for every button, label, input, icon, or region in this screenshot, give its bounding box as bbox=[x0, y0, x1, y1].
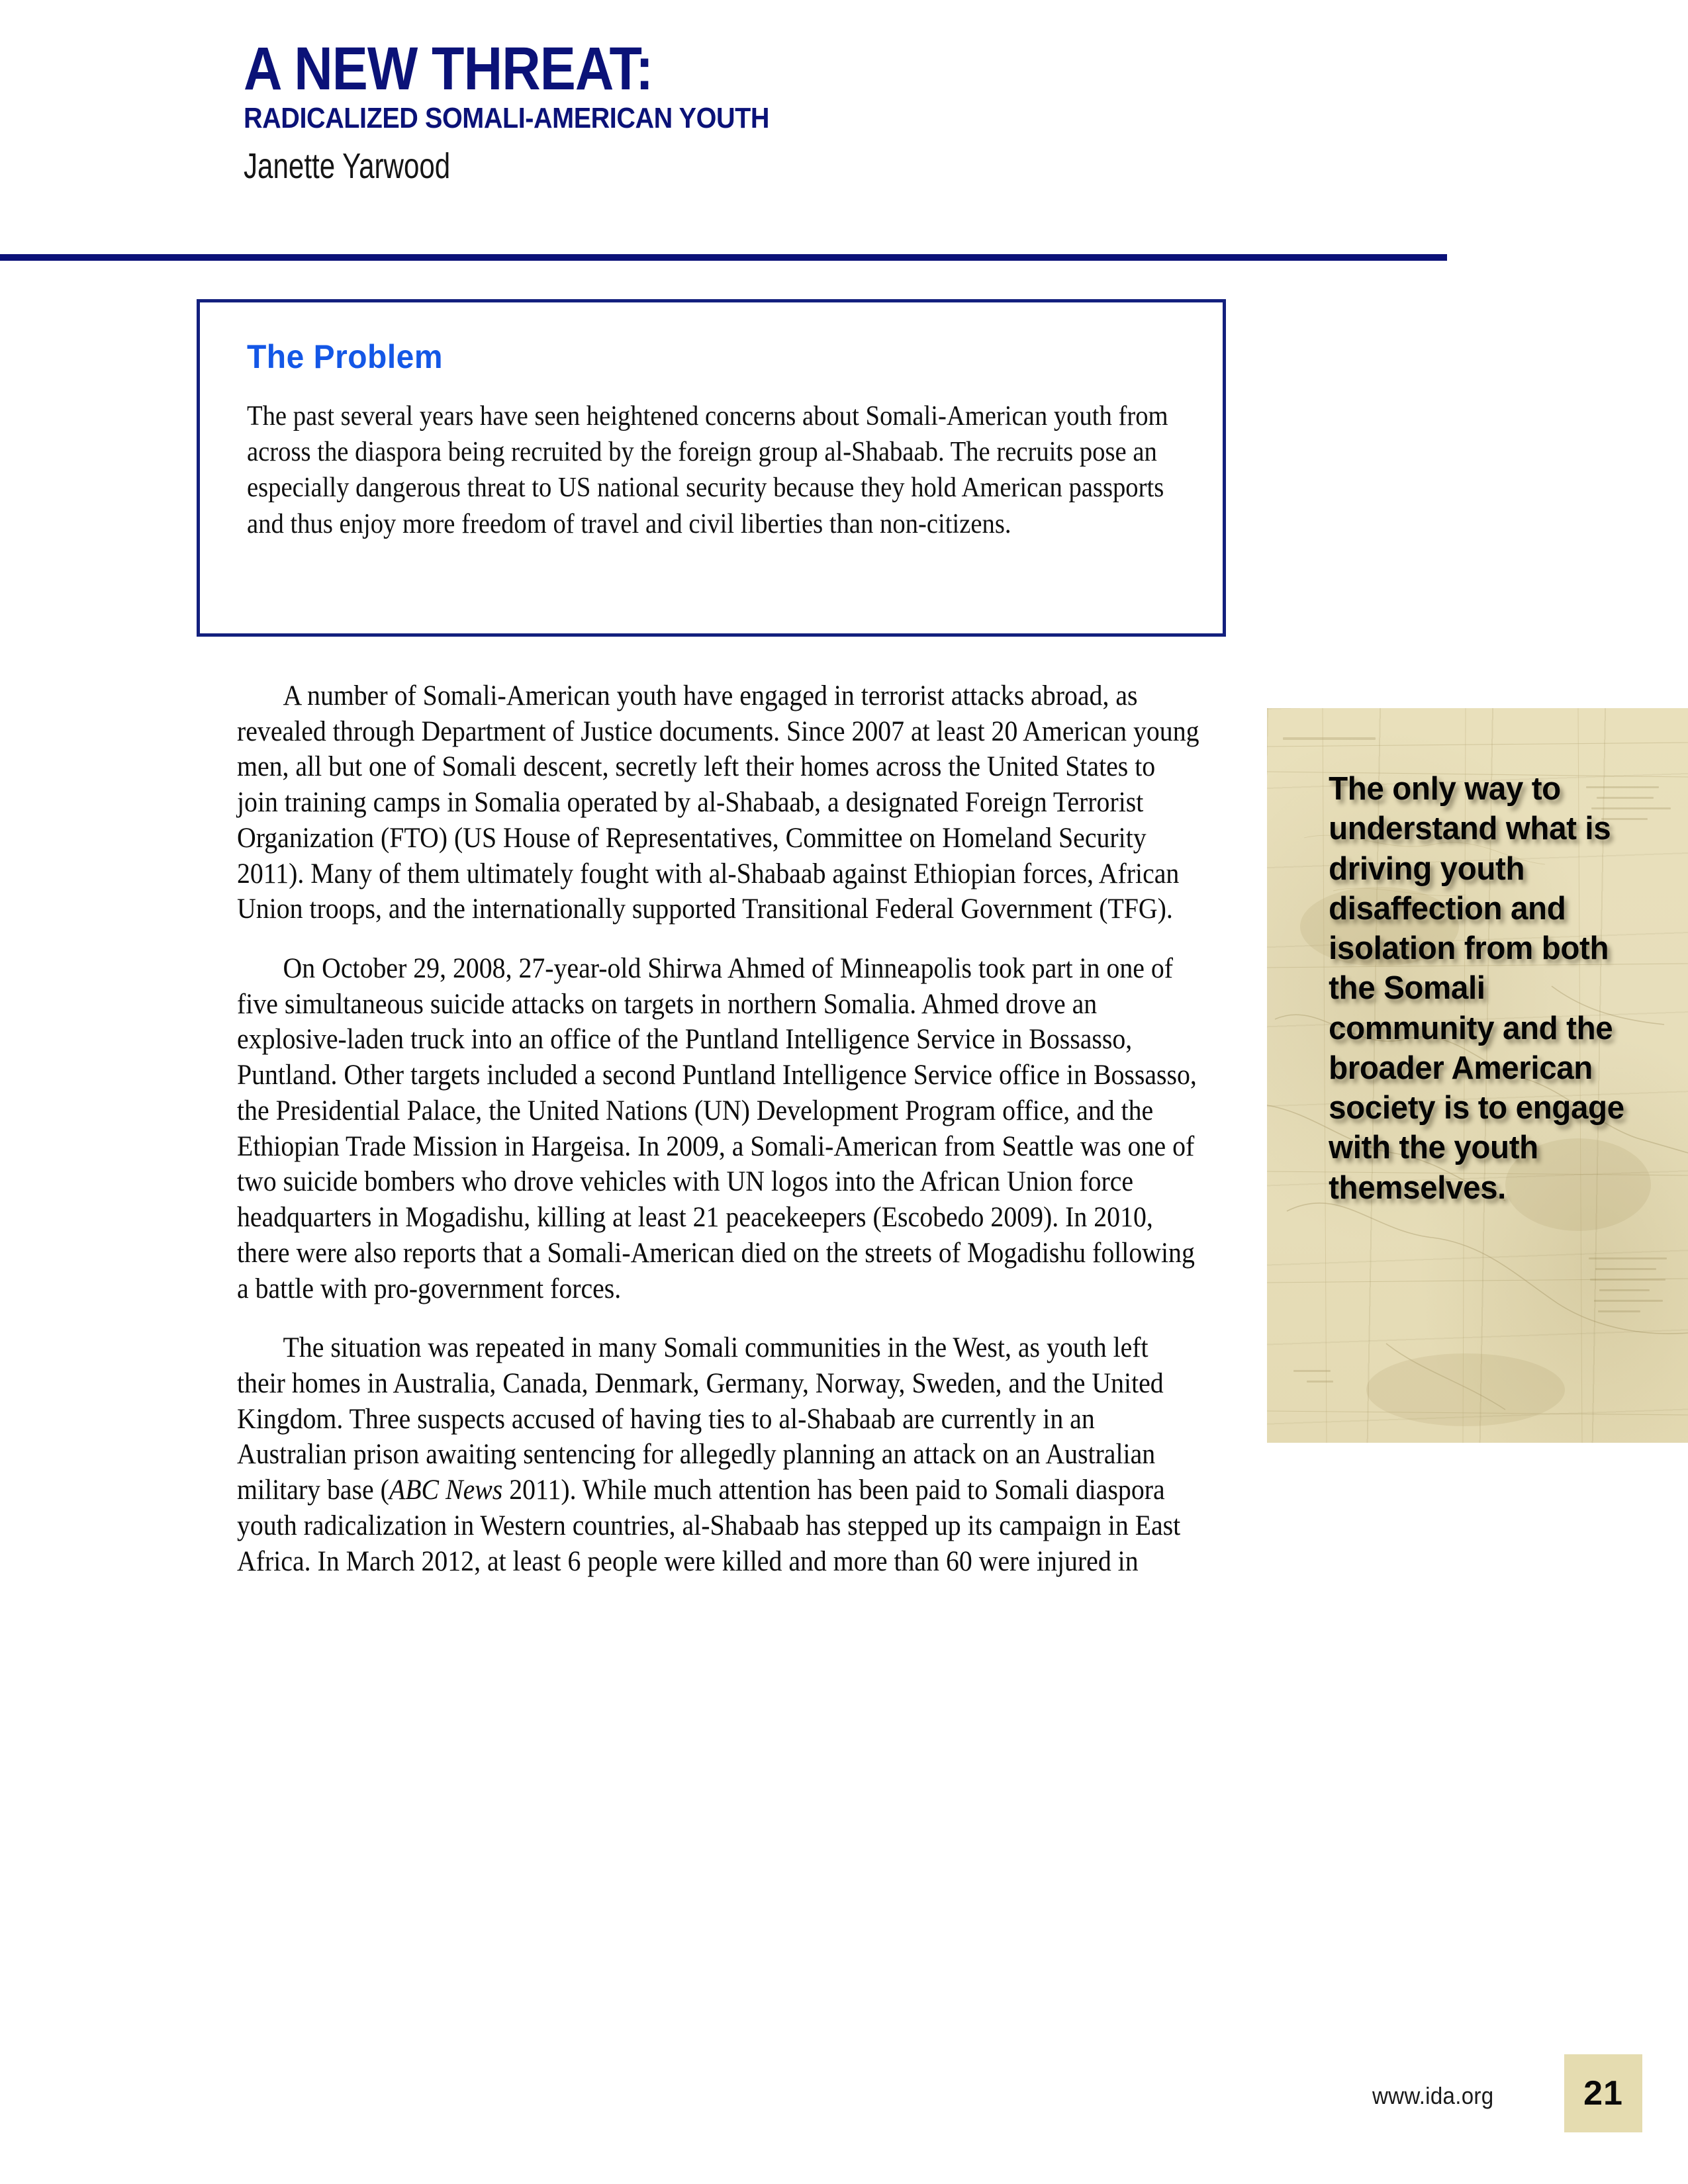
author-byline: Janette Yarwood bbox=[244, 146, 451, 186]
pull-quote-text: The only way to understand what is driving youth disaffection and isolation from both the Somali community and the broader American society is to engage with the youth themselves. bbox=[1329, 771, 1624, 1206]
body-paragraph-2: On October 29, 2008, 27-year-old Shirwa Ahmed of Minneapolis took part in one of five simultaneous suicide attacks on targets in northern Somalia. Ahmed drove an explosive-laden truck into an office of the Puntland Intelligence Service in Bossasso, Puntland. Other targets included a second Puntland Intelligence Service office in Bossasso, the Presidential Palace, the United Nations (UN) Development Program office, and the Ethiopian Trade Mission in Hargeisa. In 2009, a Somali-American from Seattle was one of two suicide bombers who drove vehicles with UN logos into the African Union force headquarters in Mogadishu, killing at least 21 peacekeepers (Escobedo 2009). In 2010, there were also reports that a Somali-American died on the streets of Mogadishu following a battle with pro-government forces. bbox=[237, 952, 1197, 1304]
body-paragraph-3 bbox=[237, 1330, 1200, 1579]
page-number: 21 bbox=[1583, 2074, 1623, 2113]
body-paragraph-3-text-a: The situation was repeated in many Somali communities in the West, as youth left their homes in Australia, Canada, Denmark, Germany, Norway, Sweden, and the United Kingdom. Three suspects accused of having ties to al-Shabaab are currently in an Australian prison awaiting sentencing for allegedly planning an attack on an Australian military base ( bbox=[237, 1332, 1164, 1506]
article-body-column bbox=[237, 678, 1200, 1579]
masthead bbox=[244, 35, 1369, 186]
page-subtitle: RADICALIZED SOMALI-AMERICAN YOUTH bbox=[244, 102, 769, 135]
problem-callout-box bbox=[197, 299, 1226, 637]
body-paragraph-3-text-b: 2011). While much attention has been paid to Somali diaspora youth radicalization in Western countries, al-Shabaab has stepped up its campaign in East Africa. In March 2012, at least 6 people were killed and more than 60 were injured in bbox=[237, 1474, 1181, 1577]
page-number-block bbox=[1564, 2054, 1642, 2132]
header-divider-rule bbox=[0, 254, 1447, 261]
footer-website-url: www.ida.org bbox=[1372, 2082, 1493, 2109]
problem-body-text: The past several years have seen heightened concerns about Somali-American youth from across the diaspora being recruited by the foreign group al-Shabaab. The recruits pose an especially dangerous threat to US national security because they hold American passports and thus enjoy more freedom of travel and civil liberties than non-citizens. bbox=[247, 401, 1168, 539]
page-title: A NEW THREAT: bbox=[244, 35, 653, 103]
citation-italic-abc-news: ABC News bbox=[389, 1474, 503, 1506]
pull-quote-panel bbox=[1267, 708, 1688, 1443]
problem-heading: The Problem bbox=[247, 338, 444, 375]
body-paragraph-1: A number of Somali-American youth have engaged in terrorist attacks abroad, as revealed through Department of Justice documents. Since 2007 at least 20 American young men, all but one of Somali descent, secretly left their homes across the United States to join training camps in Somalia operated by al-Shabaab, a designated Foreign Terrorist Organization (FTO) (US House of Representatives, Committee on Homeland Security 2011). Many of them ultimately fought with al-Shabaab against Ethiopian forces, African Union troops, and the internationally supported Transitional Federal Government (TFG). bbox=[237, 680, 1199, 925]
